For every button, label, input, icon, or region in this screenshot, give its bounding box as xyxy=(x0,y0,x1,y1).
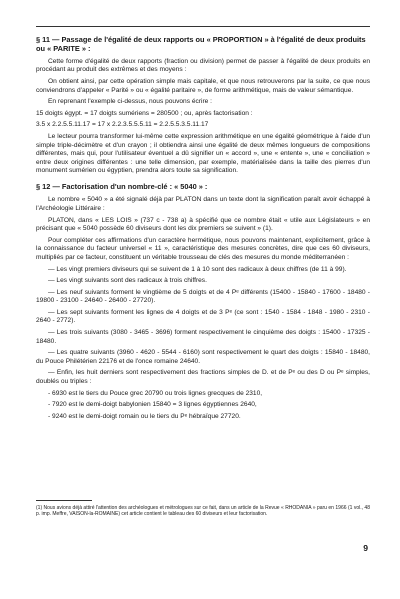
list-item: - 7920 est le demi-doigt babylonien 15840 = 3 lignes égyptiennes 2640, xyxy=(48,401,257,409)
paragraph: On obtient ainsi, par cette opération simple mais capitale, et que nous retrouverons par la suite, ce que nous conviendrons d'appeler « Parité » ou « égalité paritaire », de forme arithmétique, mais de valeur sémantique. xyxy=(36,78,370,94)
footnote-rule xyxy=(36,500,92,501)
list-item: — Les vingt suivants sont des radicaux à trois chiffres. xyxy=(48,277,207,285)
paragraph: Pour compléter ces affirmations d'un caractère hermétique, nous pouvons maintenant, explicitement, grâce à la connaissance du facteur universel « 11 », caractéristique des mesures concrètes, dire que ces 60 diviseurs, multipliés par ce facteur, constituent un véritable trousseau de clés des mesures du monde méditerranéen : xyxy=(36,236,370,261)
section-11-title: § 11 — Passage de l'égalité de deux rapports ou « PROPORTION » à l'égalité de deux produits ou « PARITE » : xyxy=(36,35,366,54)
page-number: 9 xyxy=(363,543,368,553)
equation-line: 3.5 x 2.2.5.5.11.17 = 17 x 2.2.3.5.5.5.11 = 2.2.5.5.3.5.11.17 xyxy=(36,121,209,129)
equation-line: 15 doigts égypt. = 17 doigts sumériens = 280500 ; ou, après factorisation : xyxy=(36,109,253,117)
list-item: — Les neuf suivants forment le vingtième de 5 doigts et de 4 Pᵉ différents (15400 - 15840 - 17600 - 18480 - 19800 - 23100 - 24640 - 26400 - 27720). xyxy=(36,288,370,305)
paragraph: Le lecteur pourra transformer lui-même cette expression arithmétique en une égalité géométrique à l'aide d'un simple triple-décimètre et d'un crayon ; il obtiendra ainsi une égalité de deux mêmes longueurs de compositions différentes, mais qui, pour l'utilisateur éventuel a dû signifier un « accord », une « entente », une « conciliation » entre deux origines différentes : une telle dimension, par exemple, matérialisée dans la taille des pierres d'un monument sumérien ou égyptien, prendra alors toute sa signification. xyxy=(36,132,370,175)
section-12-title: § 12 — Factorisation d'un nombre-clé : « 5040 » : xyxy=(36,181,208,191)
paragraph: En reprenant l'exemple ci-dessus, nous pouvons écrire : xyxy=(48,98,212,106)
paragraph: Cette forme d'égalité de deux rapports (fraction ou division) permet de passer à l'égalité de deux produits en procédant au produit des extrêmes et des moyens : xyxy=(36,57,370,74)
list-item: — Les vingt premiers diviseurs qui se suivent de 1 à 10 sont des radicaux à deux chiffres (de 11 à 99). xyxy=(48,265,347,273)
list-item: - 6930 est le tiers du Pouce grec 20790 ou trois lignes grecques de 2310, xyxy=(48,389,263,397)
list-item: — Les sept suivants forment les lignes de 4 doigts et de 3 Pᵉ (ce sont : 1540 - 1584 - 1848 - 1980 - 2310 - 2640 - 2772). xyxy=(36,308,370,325)
list-item: — Les trois suivants (3080 - 3465 - 3696) forment respectivement le cinquième des doigts : 15400 - 17325 - 18480. xyxy=(36,329,370,345)
list-item: — Les quatre suivants (3960 - 4620 - 5544 - 6160) sont respectivement le quart des doigts : 15840 - 18480, du Pouce Philétérien 22176 et de l'once romaine 24640. xyxy=(36,349,370,365)
top-rule xyxy=(36,26,370,27)
list-item: - 9240 est le demi-doigt romain ou le tiers du Pᵉ hébraïque 27720. xyxy=(48,412,241,420)
paragraph: PLATON, dans « LES LOIS » (737 c - 738 a) à spécifié que ce nombre était « utile aux Législateurs » en précisant que « 5040 possède 60 diviseurs dont les dix premiers se suivent » (1). xyxy=(36,216,370,233)
page-content xyxy=(36,26,370,424)
list-item: — Enfin, les huit derniers sont respectivement des fractions simples de D. et de Pᵉ ou des D ou Pᵉ simples, doublés ou triples : xyxy=(36,369,370,386)
footnote: (1) Nous avions déjà attiré l'attention des archéologues et métrologues sur ce fait, dans un article de la Revue « RHODANIA » paru en 1966 (1 vol., 48 p. imp. Meffre, VAISON-la-ROMAINE) cet article contient le tableau des 60 diviseurs et leur factorisation. xyxy=(36,505,370,518)
paragraph: Le nombre « 5040 » a été signalé déjà par PLATON dans un texte dont la signification paraît avoir échappé à l'Archéologie Littéraire : xyxy=(36,196,370,212)
